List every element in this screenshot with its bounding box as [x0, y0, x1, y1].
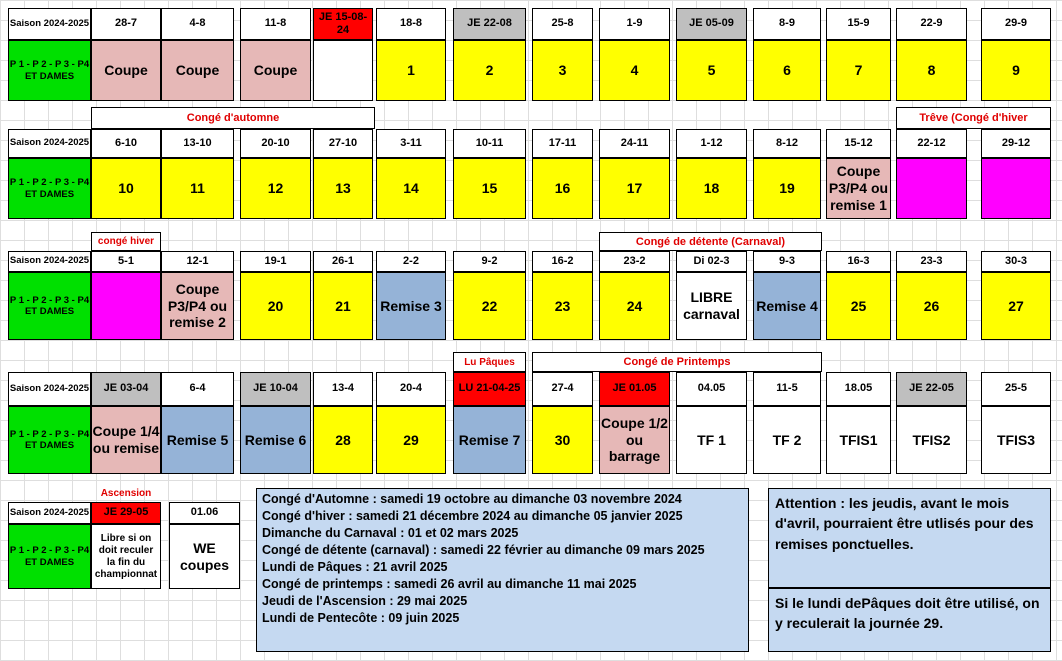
holiday-line: Jeudi de l'Ascension : 29 mai 2025 — [262, 594, 468, 608]
matchday-cell: 1 — [376, 40, 446, 101]
season-label: Saison 2024-2025 — [8, 8, 91, 40]
date-header: 8-12 — [753, 129, 821, 158]
matchday-cell — [91, 272, 161, 340]
matchday-cell: 18 — [676, 158, 747, 219]
matchday-cell — [981, 158, 1051, 219]
date-header: 25-8 — [532, 8, 593, 40]
matchday-cell: Coupe P3/P4 ou remise 1 — [826, 158, 891, 219]
date-header: 1-9 — [599, 8, 670, 40]
banner-winter-small: congé hiver — [91, 232, 161, 251]
matchday-cell: 15 — [453, 158, 526, 219]
holiday-line: Lundi de Pâques : 21 avril 2025 — [262, 560, 448, 574]
matchday-cell: TF 2 — [753, 406, 821, 474]
matchday-cell: 20 — [240, 272, 311, 340]
division-label: P 1 - P 2 - P 3 - P4 ET DAMES — [8, 158, 91, 219]
matchday-cell: Coupe — [161, 40, 234, 101]
holiday-line: Congé d'hiver : samedi 21 décembre 2024 au dimanche 05 janvier 2025 — [262, 509, 683, 523]
matchday-cell: 28 — [313, 406, 373, 474]
matchday-cell: 16 — [532, 158, 593, 219]
matchday-cell: 22 — [453, 272, 526, 340]
date-header: JE 05-09 — [676, 8, 747, 40]
matchday-cell: 6 — [753, 40, 821, 101]
date-header: 19-1 — [240, 251, 311, 272]
matchday-cell: Coupe — [91, 40, 161, 101]
matchday-cell — [313, 40, 373, 101]
matchday-cell: 4 — [599, 40, 670, 101]
matchday-cell: 5 — [676, 40, 747, 101]
date-header: 1-12 — [676, 129, 747, 158]
holiday-line: Dimanche du Carnaval : 01 et 02 mars 2025 — [262, 526, 519, 540]
date-header: 3-11 — [376, 129, 446, 158]
date-header: 29-12 — [981, 129, 1051, 158]
matchday-cell: 14 — [376, 158, 446, 219]
date-header: 27-10 — [313, 129, 373, 158]
date-header: 30-3 — [981, 251, 1051, 272]
holiday-line: Congé d'Automne : samedi 19 octobre au dimanche 03 novembre 2024 — [262, 492, 682, 506]
date-header: 15-9 — [826, 8, 891, 40]
date-header: JE 29-05 — [91, 502, 161, 524]
matchday-cell: 10 — [91, 158, 161, 219]
matchday-cell: 29 — [376, 406, 446, 474]
date-header: 22-12 — [896, 129, 967, 158]
matchday-cell: 7 — [826, 40, 891, 101]
matchday-cell: Coupe 1/2 ou barrage — [599, 406, 670, 474]
date-header: JE 03-04 — [91, 372, 161, 406]
season-label: Saison 2024-2025 — [8, 502, 91, 524]
date-header: 6-4 — [161, 372, 234, 406]
matchday-cell: 9 — [981, 40, 1051, 101]
date-header: 20-4 — [376, 372, 446, 406]
matchday-cell: Coupe — [240, 40, 311, 101]
date-header: 13-4 — [313, 372, 373, 406]
division-label: P 1 - P 2 - P 3 - P4 ET DAMES — [8, 40, 91, 101]
date-header: LU 21-04-25 — [453, 372, 526, 406]
date-header: 2-2 — [376, 251, 446, 272]
date-header: 4-8 — [161, 8, 234, 40]
banner-winter-break: Trêve (Congé d'hiver — [896, 107, 1051, 129]
banner-easter-monday: Lu Pâques — [453, 352, 526, 372]
matchday-cell: Remise 4 — [753, 272, 821, 340]
date-header: 10-11 — [453, 129, 526, 158]
matchday-cell: LIBRE carnaval — [676, 272, 747, 340]
date-header: 5-1 — [91, 251, 161, 272]
holiday-line: Congé de détente (carnaval) : samedi 22 février au dimanche 09 mars 2025 — [262, 543, 705, 557]
holiday-line: Congé de printemps : samedi 26 avril au dimanche 11 mai 2025 — [262, 577, 637, 591]
matchday-cell: TFIS3 — [981, 406, 1051, 474]
matchday-cell: Coupe 1/4 ou remise — [91, 406, 161, 474]
date-header: 24-11 — [599, 129, 670, 158]
season-label: Saison 2024-2025 — [8, 129, 91, 158]
matchday-cell: 24 — [599, 272, 670, 340]
matchday-cell: Remise 6 — [240, 406, 311, 474]
date-header: 04.05 — [676, 372, 747, 406]
date-header: 20-10 — [240, 129, 311, 158]
matchday-cell: 21 — [313, 272, 373, 340]
date-header: 9-2 — [453, 251, 526, 272]
date-header: 8-9 — [753, 8, 821, 40]
matchday-cell: 17 — [599, 158, 670, 219]
matchday-cell: 19 — [753, 158, 821, 219]
note-thursdays: Attention : les jeudis, avant le mois d'avril, pourraient être utlisés pour des remises ponctuelles. — [768, 488, 1051, 588]
banner-spring-break: Congé de Printemps — [532, 352, 822, 372]
division-label: P 1 - P 2 - P 3 - P4 ET DAMES — [8, 272, 91, 340]
date-header: 18-8 — [376, 8, 446, 40]
date-header: Di 02-3 — [676, 251, 747, 272]
date-header: 27-4 — [532, 372, 593, 406]
date-header: 01.06 — [169, 502, 240, 524]
matchday-cell: 30 — [532, 406, 593, 474]
matchday-cell: Remise 5 — [161, 406, 234, 474]
date-header: 23-3 — [896, 251, 967, 272]
holidays-panel — [256, 488, 749, 652]
matchday-cell: WE coupes — [169, 524, 240, 589]
date-header: 11-8 — [240, 8, 311, 40]
date-header: JE 01.05 — [599, 372, 670, 406]
matchday-cell: 25 — [826, 272, 891, 340]
date-header: 22-9 — [896, 8, 967, 40]
banner-autumn-break: Congé d'automne — [91, 107, 375, 129]
matchday-cell: TF 1 — [676, 406, 747, 474]
note-easter-monday: Si le lundi dePâques doit être utilisé, on y reculerait la journée 29. — [768, 588, 1051, 652]
matchday-cell: TFIS2 — [896, 406, 967, 474]
matchday-cell: 13 — [313, 158, 373, 219]
matchday-cell — [896, 158, 967, 219]
matchday-cell: 26 — [896, 272, 967, 340]
date-header: 6-10 — [91, 129, 161, 158]
date-header: 16-2 — [532, 251, 593, 272]
date-header: 15-12 — [826, 129, 891, 158]
date-header: 11-5 — [753, 372, 821, 406]
ascension-label: Ascension — [100, 488, 152, 499]
season-label: Saison 2024-2025 — [8, 251, 91, 272]
matchday-cell: 12 — [240, 158, 311, 219]
date-header: 29-9 — [981, 8, 1051, 40]
matchday-cell: Libre si on doit reculer la fin du championnat — [91, 524, 161, 589]
date-header: 12-1 — [161, 251, 234, 272]
date-header: 13-10 — [161, 129, 234, 158]
date-header: 17-11 — [532, 129, 593, 158]
date-header: 23-2 — [599, 251, 670, 272]
date-header: 16-3 — [826, 251, 891, 272]
date-header: JE 15-08-24 — [313, 8, 373, 40]
matchday-cell: 8 — [896, 40, 967, 101]
matchday-cell: Remise 7 — [453, 406, 526, 474]
matchday-cell: Coupe P3/P4 ou remise 2 — [161, 272, 234, 340]
date-header: JE 10-04 — [240, 372, 311, 406]
date-header: 18.05 — [826, 372, 891, 406]
matchday-cell: 23 — [532, 272, 593, 340]
matchday-cell: 11 — [161, 158, 234, 219]
date-header: 9-3 — [753, 251, 821, 272]
matchday-cell: 3 — [532, 40, 593, 101]
date-header: 28-7 — [91, 8, 161, 40]
division-label: P 1 - P 2 - P 3 - P4 ET DAMES — [8, 524, 91, 589]
matchday-cell: Remise 3 — [376, 272, 446, 340]
date-header: JE 22-08 — [453, 8, 526, 40]
division-label: P 1 - P 2 - P 3 - P4 ET DAMES — [8, 406, 91, 474]
matchday-cell: 2 — [453, 40, 526, 101]
date-header: 26-1 — [313, 251, 373, 272]
date-header: JE 22-05 — [896, 372, 967, 406]
date-header: 25-5 — [981, 372, 1051, 406]
holiday-line: Lundi de Pentecôte : 09 juin 2025 — [262, 611, 460, 625]
season-label: Saison 2024-2025 — [8, 372, 91, 406]
banner-carnival-break: Congé de détente (Carnaval) — [599, 232, 822, 251]
matchday-cell: TFIS1 — [826, 406, 891, 474]
matchday-cell: 27 — [981, 272, 1051, 340]
